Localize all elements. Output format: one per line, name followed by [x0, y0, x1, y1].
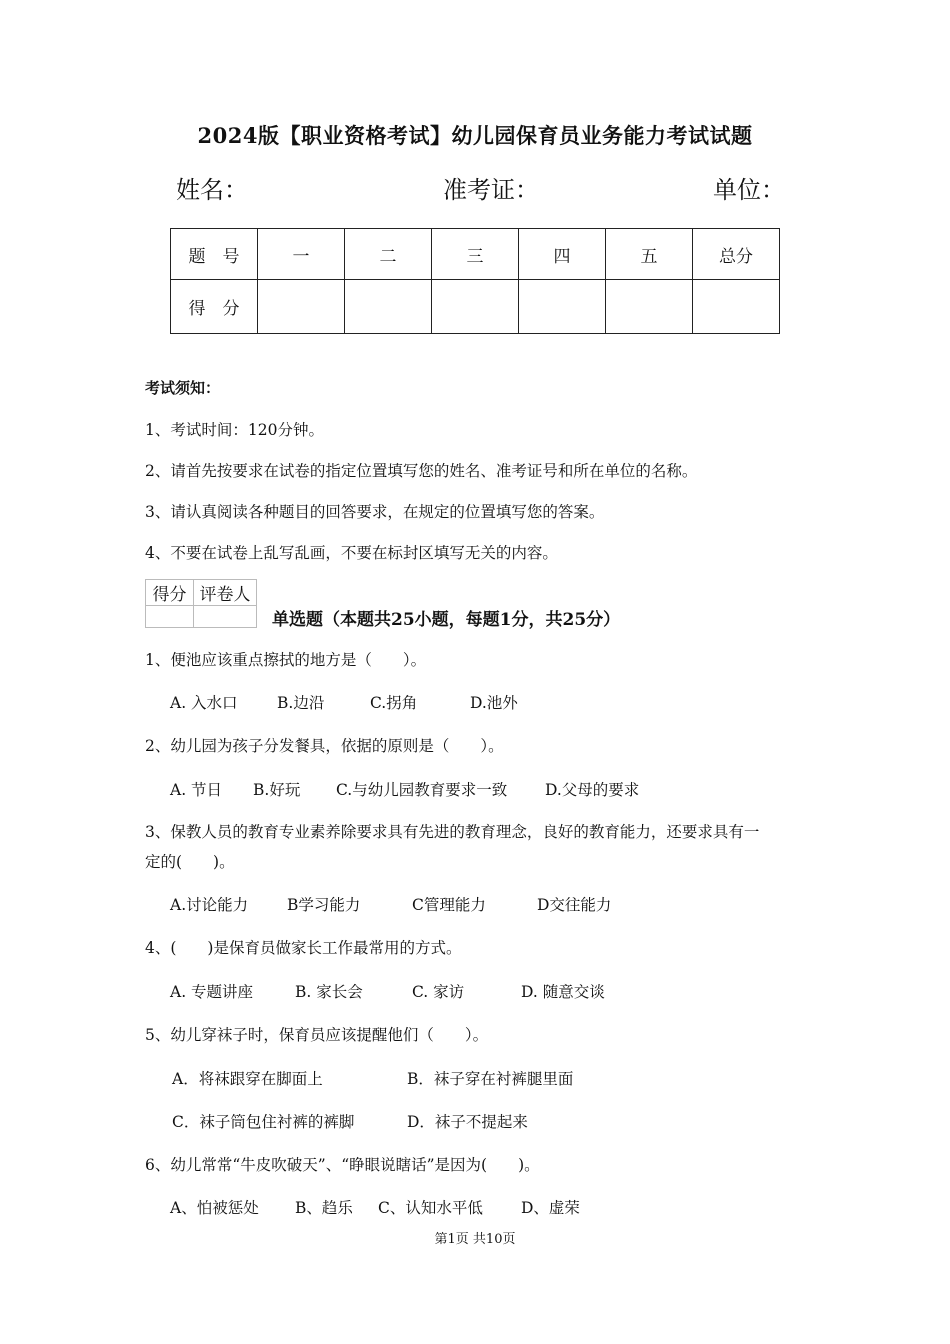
- notice-heading: 考试须知：: [145, 379, 221, 397]
- option-a: A、怕被惩处: [170, 1199, 259, 1217]
- score-table-header-cell: 五: [606, 229, 693, 280]
- option-c: C.拐角: [370, 694, 418, 712]
- question-stem: 1、便池应该重点擦拭的地方是（ ）。: [145, 651, 427, 669]
- option-b: B、趋乐: [295, 1199, 353, 1217]
- question-stem: 2、幼儿园为孩子分发餐具，依据的原则是（ ）。: [145, 737, 504, 755]
- option-d: D.池外: [470, 694, 518, 712]
- option-d: D、虚荣: [521, 1199, 580, 1217]
- question-stem: 6、幼儿常常“牛皮吹破天”、“睁眼说瞎话”是因为( )。: [145, 1156, 540, 1174]
- option-a: A. 入水口: [170, 694, 238, 712]
- option-b: B.边沿: [277, 694, 325, 712]
- score-input-cell[interactable]: [519, 280, 606, 334]
- question-stem-continued: 定的( )。: [145, 853, 235, 871]
- section-title: 单选题（本题共25小题，每题1分，共25分）: [272, 610, 621, 630]
- option-c: C管理能力: [412, 896, 486, 914]
- option-d: D. 随意交谈: [521, 983, 605, 1001]
- question-stem: 4、( )是保育员做家长工作最常用的方式。: [145, 939, 462, 957]
- page-title: 2024版【职业资格考试】幼儿园保育员业务能力考试试题: [197, 123, 753, 148]
- score-table-header-cell: 二: [345, 229, 432, 280]
- name-field-label: 姓名：: [176, 176, 248, 204]
- notice-item: 2、请首先按要求在试卷的指定位置填写您的姓名、准考证号和所在单位的名称。: [145, 462, 698, 480]
- option-c: C．袜子筒包住衬裤的裤脚: [172, 1113, 355, 1131]
- grader-score-cell[interactable]: [146, 606, 194, 628]
- score-table-header-cell: 四: [519, 229, 606, 280]
- notice-item: 4、不要在试卷上乱写乱画，不要在标封区填写无关的内容。: [145, 544, 558, 562]
- score-table-header-row: [171, 229, 780, 280]
- score-input-cell[interactable]: [693, 280, 780, 334]
- option-d: D交往能力: [537, 896, 612, 914]
- grader-score-label: 得分: [146, 580, 194, 606]
- option-d: D．袜子不提起来: [407, 1113, 528, 1131]
- exam-number-field-label: 准考证：: [443, 176, 539, 204]
- option-b: B. 家长会: [295, 983, 363, 1001]
- grader-box: [145, 579, 257, 628]
- score-row-label: 得 分: [171, 280, 258, 334]
- score-input-cell[interactable]: [258, 280, 345, 334]
- score-input-cell[interactable]: [432, 280, 519, 334]
- option-a: A. 专题讲座: [170, 983, 254, 1001]
- option-b: B学习能力: [287, 896, 361, 914]
- question-stem: 3、保教人员的教育专业素养除要求具有先进的教育理念，良好的教育能力，还要求具有一: [145, 823, 760, 841]
- option-c: C、认知水平低: [378, 1199, 483, 1217]
- notice-item: 3、请认真阅读各种题目的回答要求，在规定的位置填写您的答案。: [145, 503, 605, 521]
- option-b: B.好玩: [253, 781, 301, 799]
- score-table-score-row: [171, 280, 780, 334]
- option-a: A.讨论能力: [170, 896, 249, 914]
- score-input-cell[interactable]: [345, 280, 432, 334]
- grader-name-label: 评卷人: [194, 580, 257, 606]
- question-stem: 5、幼儿穿袜子时，保育员应该提醒他们（ ）。: [145, 1026, 489, 1044]
- option-b: B．袜子穿在衬裤腿里面: [407, 1070, 574, 1088]
- score-table-header-cell: 三: [432, 229, 519, 280]
- score-table: [170, 228, 780, 334]
- score-table-header-cell: 一: [258, 229, 345, 280]
- option-a: A．将袜跟穿在脚面上: [172, 1070, 323, 1088]
- grader-name-cell[interactable]: [194, 606, 257, 628]
- score-table-header-cell: 题 号: [171, 229, 258, 280]
- score-input-cell[interactable]: [606, 280, 693, 334]
- score-table-header-cell: 总分: [693, 229, 780, 280]
- option-d: D.父母的要求: [545, 781, 640, 799]
- option-c: C. 家访: [412, 983, 465, 1001]
- option-a: A. 节日: [170, 781, 223, 799]
- option-c: C.与幼儿园教育要求一致: [336, 781, 508, 799]
- notice-item: 1、考试时间：120分钟。: [145, 421, 324, 439]
- page-number: 第1页 共10页: [434, 1232, 516, 1247]
- unit-field-label: 单位：: [713, 176, 785, 204]
